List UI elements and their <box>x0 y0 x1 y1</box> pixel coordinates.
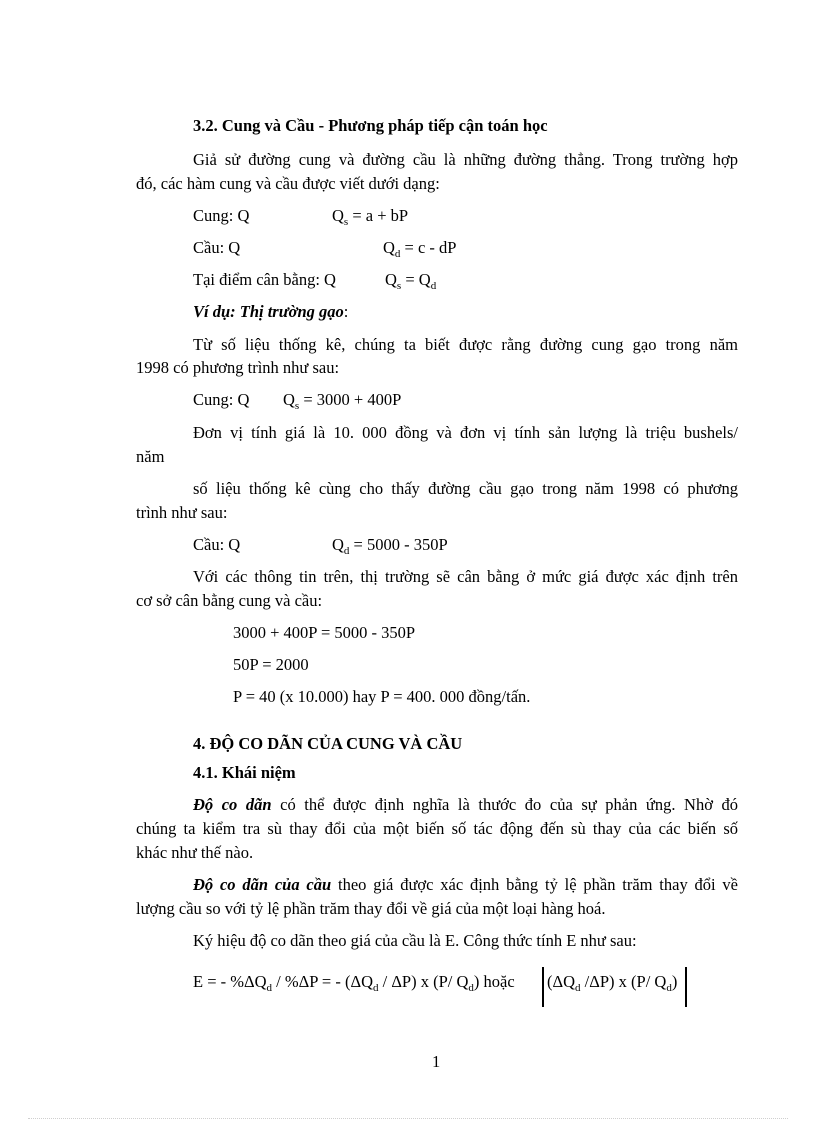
section-title: 4. ĐỘ CO DÃN CỦA CUNG VÀ CẦU <box>193 734 463 753</box>
demand-label: Cầu: Q <box>193 238 241 257</box>
paragraph-line: cơ sở cân bằng cung và cầu: <box>136 591 323 610</box>
definition-line: Độ co dãn có thể được định nghĩa là thước đo của sự phản ứng. Nhờ đó <box>193 795 738 814</box>
paragraph-line: Ký hiệu độ co dãn theo giá của cầu là E. Công thức tính E như sau: <box>193 931 637 950</box>
supply-formula: $Q_s = a$ + bP <box>332 206 409 228</box>
demand-label: Cầu: Q <box>193 535 241 554</box>
paragraph-line: Giả sử đường cung và đường cầu là những đường thẳng. Trong trường hợp <box>193 150 738 169</box>
equation: 3000 + 400P = 5000 - 350P <box>233 623 416 642</box>
section-title: 3.2. Cung và Cầu - Phương pháp tiếp cận toán học <box>193 116 548 135</box>
demand-formula: $Q_d = c$ - dP <box>383 238 457 260</box>
elasticity-formula-abs: ($\Delta Q_d$ /ΔP) x (P/ $Q_d$) <box>547 972 678 994</box>
page-number: 1 <box>432 1052 441 1071</box>
paragraph-line: lượng cầu so với tỷ lệ phần trăm thay đổi về giá của một loại hàng hoá. <box>136 899 606 918</box>
equilibrium-formula: $Q_s = Q_d$ <box>385 270 437 292</box>
paragraph-line: Đơn vị tính giá là 10. 000 đồng và đơn vị tính sản lượng là triệu bushels/ <box>193 423 738 442</box>
paragraph-line: chúng ta kiểm tra sù thay đổi của một biến số tác động đến sù thay của các biến số <box>136 819 738 838</box>
demand-formula: $Q_d = 5000 - 350P$ <box>332 535 448 557</box>
absolute-value-bar-left <box>542 967 544 1007</box>
elasticity-formula: E = - $\%\Delta Q_d / \%\Delta P$ = - $(\Delta Q_d / \Delta P)$ x (P/ $Q_d$) hoặc <box>193 972 515 994</box>
section-subtitle: 4.1. Khái niệm <box>193 763 296 782</box>
paragraph-line: khác như thế nào. <box>136 843 254 862</box>
supply-label: Cung: Q <box>193 390 250 409</box>
paragraph-line: Với các thông tin trên, thị trường sẽ cân bằng ở mức giá được xác định trên <box>193 567 738 586</box>
absolute-value-bar-right <box>685 967 687 1007</box>
page-edge-divider <box>28 1118 788 1119</box>
paragraph-line: trình như sau: <box>136 503 228 522</box>
equation: P = 40 (x 10.000) hay P = 400. 000 đồng/tấn. <box>233 687 531 706</box>
definition-line: Độ co dãn của cầu theo giá được xác định bằng tỷ lệ phần trăm thay đổi về <box>193 875 739 894</box>
equation: 50P = 2000 <box>233 655 309 674</box>
example-heading: Ví dụ: Thị trường gạo: <box>193 302 349 321</box>
supply-label: Cung: Q <box>193 206 250 225</box>
paragraph-line: số liệu thống kê cùng cho thấy đường cầu gạo trong năm 1998 có phương <box>193 479 738 498</box>
paragraph-line: đó, các hàm cung và cầu được viết dưới dạng: <box>136 174 440 193</box>
supply-formula: $Q_s = 3000 + 400P$ <box>283 390 402 412</box>
equilibrium-label: Tại điểm cân bằng: Q <box>193 270 336 289</box>
paragraph-line: Từ số liệu thống kê, chúng ta biết được rằng đường cung gạo trong năm <box>193 335 738 354</box>
paragraph-line: năm <box>136 447 165 466</box>
paragraph-line: 1998 có phương trình như sau: <box>136 358 340 377</box>
